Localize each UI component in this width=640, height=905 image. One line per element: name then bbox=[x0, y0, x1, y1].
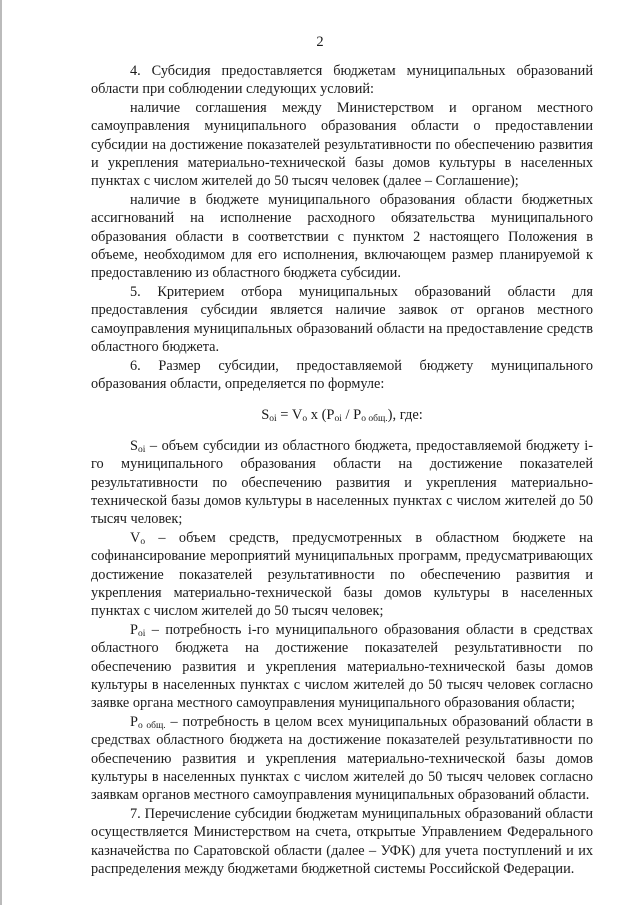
condition-budget: наличие в бюджете муниципального образования области бюджетных ассигнований на исполнение расходного обязательства муниципального образования области в соответствии с пунктом 2 настоящего Положения в объеме, необходимом для его исполнения, включающем размер планируемой к предоставлению из областного бюджета субсидии. bbox=[91, 191, 593, 282]
document-body bbox=[91, 62, 593, 878]
definition-s-oi: $S_{oi}$ – объем субсидии из областного бюджета, предоставляемой бюджету i-го муниципального образования области на достижение показателей результативности по обеспечению развития и укрепления материально-технической базы домов культуры в населенных пунктах с числом жителей до 50 тысяч человек; bbox=[91, 437, 593, 528]
definition-p-total: $P_{o общ.}$ – потребность в целом всех муниципальных образований области в средствах областного бюджета на достижение показателей результативности по обеспечению развития и укрепления материально-технической базы домов культуры в населенных пунктах с числом жителей до 50 тысяч человек согласно заявкам органов местного самоуправления муниципальных образований области. bbox=[91, 713, 593, 804]
condition-agreement: наличие соглашения между Министерством и органом местного самоуправления муниципального образования области о предоставлении субсидии на достижение показателей результативности по обеспечению развития и укрепления материально-технической базы домов культуры в населенных пунктах с числом жителей до 50 тысяч человек (далее – Соглашение); bbox=[91, 99, 593, 190]
scan-edge bbox=[0, 0, 2, 905]
subsidy-formula: $S_{oi} = V_o$ x $(P_{oi} / P_{o общ.})$, где: bbox=[261, 407, 423, 425]
definition-p-oi: $P_{oi}$ – потребность i-го муниципального образования области в средствах областного бюджета на достижение показателей результативности по обеспечению развития и укрепления материально-технической базы домов культуры в населенных пунктах с числом жителей до 50 тысяч человек согласно заявке органа местного самоуправления муниципального образования области; bbox=[91, 621, 593, 712]
page-number: 2 bbox=[316, 34, 324, 50]
paragraph-5: 5. Критерием отбора муниципальных образований области для предоставления субсидии является наличие заявок от органов местного самоуправления муниципальных образований области на предоставление средств областного бюджета. bbox=[91, 283, 593, 356]
paragraph-6: 6. Размер субсидии, предоставляемой бюджету муниципального образования области, определяется по формуле: bbox=[91, 357, 593, 392]
definition-v-o: $V_o$ – объем средств, предусмотренных в областном бюджете на софинансирование мероприятий муниципальных программ, предусматривающих достижение показателей результативности по обеспечению развития и укрепления материально-технической базы домов культуры в населенных пунктах с числом жителей до 50 тысяч человек; bbox=[91, 529, 593, 620]
paragraph-4: 4. Субсидия предоставляется бюджетам муниципальных образований области при соблюдении следующих условий: bbox=[91, 63, 593, 98]
paragraph-7: 7. Перечисление субсидии бюджетам муниципальных образований области осуществляется Министерством на счета, открытые Управлением Федерального казначейства по Саратовской области (далее – УФК) для учета поступлений и их распределения между бюджетами бюджетной системы Российской Федерации. bbox=[91, 805, 593, 878]
